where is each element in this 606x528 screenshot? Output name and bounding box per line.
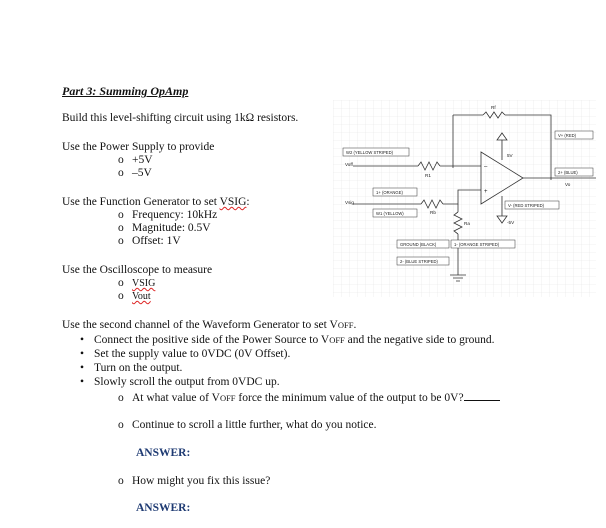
w1-yellow-label: W1 (YELLOW) xyxy=(376,211,404,216)
answer-label: ANSWER: xyxy=(136,502,191,514)
ra-label: Ra xyxy=(464,221,470,226)
v-plus-red-label: V+ (RED) xyxy=(558,133,577,138)
function-generator-item: o Offset: 1V xyxy=(118,235,181,247)
power-supply-item: o –5V xyxy=(118,167,152,179)
hollow-bullet-icon: o xyxy=(118,290,124,302)
vo-label: Vo xyxy=(565,182,571,187)
plus-sign: + xyxy=(484,189,488,195)
r1-label: R1 xyxy=(425,173,431,178)
question-2: o Continue to scroll a little further, what do you notice. xyxy=(118,419,377,431)
hollow-bullet-icon: o xyxy=(118,475,124,487)
rb-label: Rb xyxy=(430,210,436,215)
one-minus-orange-label: 1- (ORANGE STRIPED) xyxy=(454,242,500,247)
second-channel-lead: Use the second channel of the Waveform Generator to set VOFF. xyxy=(62,319,357,331)
section-title: Part 3: Summing OpAmp xyxy=(62,84,189,98)
power-supply-heading: Use the Power Supply to provide xyxy=(62,141,215,153)
instruction-bullet: • Connect the positive side of the Power Source to VOFF and the negative side to ground. xyxy=(80,334,495,346)
power-supply-item: o +5V xyxy=(118,154,153,166)
answer-label: ANSWER: xyxy=(136,447,191,459)
one-plus-orange-label: 1+ (ORANGE) xyxy=(376,190,403,195)
hollow-bullet-icon: o xyxy=(118,222,124,234)
hollow-bullet-icon: o xyxy=(118,209,124,221)
hollow-bullet-icon: o xyxy=(118,277,124,289)
instruction-bullet: • Set the supply value to 0VDC (0V Offset). xyxy=(80,348,291,360)
question-3: o How might you fix this issue? xyxy=(118,475,271,487)
w2-yellow-label: W2 (YELLOW STRIPED) xyxy=(346,150,393,155)
hollow-bullet-icon: o xyxy=(118,419,124,431)
question-1: o At what value of VOFF force the minimum value of the output to be 0V? xyxy=(118,390,500,404)
oscilloscope-item: o VSIG xyxy=(118,277,156,289)
v-minus-red-label: V- (RED STRIPED) xyxy=(508,203,545,208)
function-generator-item: o Frequency: 10kHz xyxy=(118,209,218,221)
bullet-dot-icon: • xyxy=(80,334,85,346)
oscilloscope-heading: Use the Oscilloscope to measure xyxy=(62,264,213,276)
voff-label: Voff xyxy=(345,162,353,167)
two-plus-blue-label: 2+ (BLUE) xyxy=(558,170,578,175)
hollow-bullet-icon: o xyxy=(118,235,124,247)
vsig-label: Vsig xyxy=(345,200,354,205)
hollow-bullet-icon: o xyxy=(118,392,124,404)
summing-opamp-circuit-diagram xyxy=(333,100,596,297)
minus-sign: – xyxy=(484,164,488,170)
function-generator-item: o Magnitude: 0.5V xyxy=(118,222,211,234)
answer-blank[interactable] xyxy=(464,390,500,401)
intro-text: Build this level-shifting circuit using 1kΩ resistors. xyxy=(62,112,299,124)
hollow-bullet-icon: o xyxy=(118,154,124,166)
function-generator-heading: Use the Function Generator to set VSIG: xyxy=(62,196,250,208)
grid-background xyxy=(333,100,596,297)
oscilloscope-item: o Vout xyxy=(118,290,151,302)
instruction-bullet: • Slowly scroll the output from 0VDC up. xyxy=(80,376,280,388)
ground-black-label: GROUND (BLACK) xyxy=(400,242,437,247)
neg-five-volt-label: -5V xyxy=(507,220,515,225)
five-volt-label: 5V xyxy=(507,153,513,158)
bullet-dot-icon: • xyxy=(80,376,85,388)
rf-label: Rf xyxy=(491,105,496,110)
hollow-bullet-icon: o xyxy=(118,167,124,179)
instruction-bullet: • Turn on the output. xyxy=(80,362,183,374)
two-minus-blue-label: 2- (BLUE STRIPED) xyxy=(400,259,438,264)
bullet-dot-icon: • xyxy=(80,362,85,374)
bullet-dot-icon: • xyxy=(80,348,85,360)
